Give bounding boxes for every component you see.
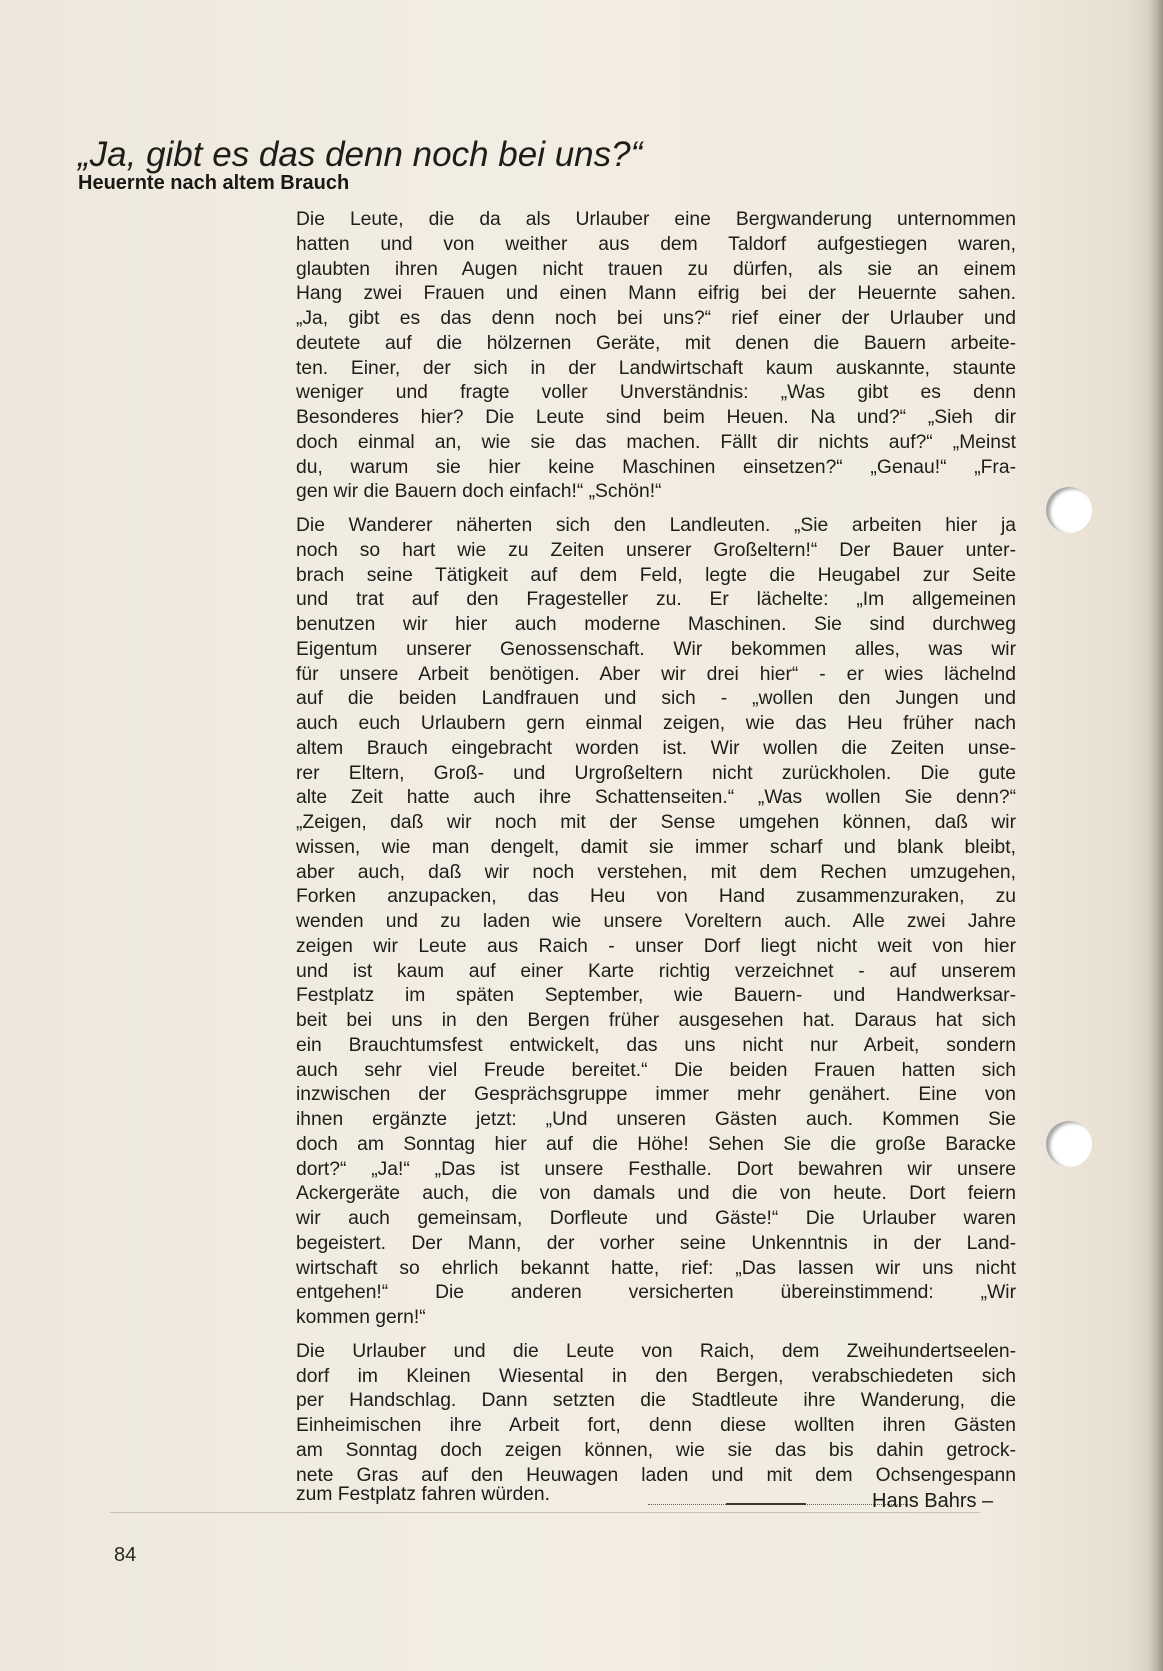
text-line: ein Brauchtumsfest entwickelt, das uns nicht nur Arbeit, sondern [296, 1034, 1016, 1056]
text-line: rer Eltern, Groß- und Urgroßeltern nicht zurückholen. Die gute [296, 762, 1016, 784]
text-line: noch so hart wie zu Zeiten unserer Großeltern!“ Der Bauer unter- [296, 539, 1016, 561]
text-line: Eigentum unserer Genossenschaft. Wir bekommen alles, was wir [296, 638, 1016, 660]
text-line: auf die beiden Landfrauen und sich - „wollen den Jungen und [296, 688, 1016, 710]
text-line: Ackergeräte auch, die von damals und die von heute. Dort feiern [296, 1183, 1016, 1205]
text-line: Die Wanderer näherten sich den Landleuten. „Sie arbeiten hier ja [296, 515, 1016, 536]
paragraph [296, 1340, 1016, 1489]
text-line: Einheimischen ihre Arbeit fort, denn diese wollten ihren Gästen [296, 1415, 1016, 1436]
text-line: per Handschlag. Dann setzten die Stadtleute ihre Wanderung, die [296, 1390, 1016, 1412]
text-line: gen wir die Bauern doch einfach!“ „Schön!“ [296, 481, 662, 503]
text-line: alte Zeit hatte auch ihre Schattenseiten.“ „Was wollen Sie denn?“ [296, 787, 1016, 809]
footer-rule [110, 1512, 980, 1513]
text-line: aber auch, daß wir noch verstehen, mit dem Rechen umzugehen, [296, 861, 1016, 883]
text-line: Hang zwei Frauen und einen Mann eifrig bei der Heuernte sahen. [296, 283, 1016, 305]
text-line: Die Leute, die da als Urlauber eine Bergwanderung unternommen [296, 209, 1016, 230]
text-line: du, warum sie hier keine Maschinen einsetzen?“ „Genau!“ „Fra- [296, 456, 1016, 478]
page-number: 84 [114, 1544, 137, 1566]
text-line: brach seine Tätigkeit auf dem Feld, legte die Heugabel zur Seite [296, 564, 1016, 586]
article-title: „Ja, gibt es das denn noch bei uns?“ [78, 135, 643, 175]
text-line: dort?“ „Ja!“ „Das ist unsere Festhalle. Dort bewahren wir unsere [296, 1158, 1016, 1180]
closing-line [296, 1484, 1026, 1514]
author-name: Hans Bahrs – [872, 1490, 994, 1512]
paragraph [296, 208, 1016, 505]
text-line: Forken anzupacken, das Heu von Hand zusammenzuraken, zu [296, 886, 1016, 908]
text-line: wenden und zu laden wie unsere Voreltern auch. Alle zwei Jahre [296, 911, 1016, 932]
text-line: am Sonntag doch zeigen können, wie sie das bis dahin getrock- [296, 1439, 1016, 1461]
paragraph [296, 514, 1016, 1331]
page-edge [1149, 0, 1163, 1671]
text-line: altem Brauch eingebracht worden ist. Wir wollen die Zeiten unse- [296, 737, 1016, 759]
article-body [296, 208, 1016, 1488]
text-line: „Ja, gibt es das denn noch bei uns?“ rief einer der Urlauber und [296, 308, 1016, 329]
text-line: begeistert. Der Mann, der vorher seine Unkenntnis in der Land- [296, 1232, 1016, 1254]
article-subtitle: Heuernte nach altem Brauch [78, 172, 350, 194]
text-line: auch euch Urlaubern gern einmal zeigen, wie das Heu früher nach [296, 713, 1016, 734]
signature-rule [726, 1503, 806, 1505]
text-line: inzwischen der Gesprächsgruppe immer mehr genähert. Eine von [296, 1084, 1016, 1106]
text-line: und ist kaum auf einer Karte richtig verzeichnet - auf unserem [296, 960, 1016, 982]
text-line: Die Urlauber und die Leute von Raich, dem Zweihundertseelen- [296, 1340, 1016, 1362]
text-line: zeigen wir Leute aus Raich - unser Dorf liegt nicht weit von hier [296, 935, 1016, 957]
text-line: doch einmal an, wie sie das machen. Fällt dir nichts auf?“ „Meinst [296, 431, 1016, 453]
text-line: kommen gern!“ [296, 1307, 426, 1328]
text-line: für unsere Arbeit benötigen. Aber wir drei hier“ - er wies lächelnd [296, 663, 1016, 685]
text-line: auch sehr viel Freude bereitet.“ Die beiden Frauen hatten sich [296, 1059, 1016, 1081]
text-line: dorf im Kleinen Wiesental in den Bergen, verabschiedeten sich [296, 1365, 1016, 1387]
text-line: wirtschaft so ehrlich bekannt hatte, rief: „Das lassen wir uns nicht [296, 1257, 1016, 1279]
text-line: benutzen wir hier auch moderne Maschinen. Sie sind durchweg [296, 614, 1016, 635]
text-line: beit bei uns in den Bergen früher ausgesehen hat. Daraus hat sich [296, 1010, 1016, 1031]
text-line: nete Gras auf den Heuwagen laden und mit dem Ochsengespann [296, 1464, 1016, 1486]
text-line: und trat auf den Fragesteller zu. Er lächelte: „Im allgemeinen [296, 589, 1016, 611]
text-line: „Zeigen, daß wir noch mit der Sense umgehen können, daß wir [296, 812, 1016, 833]
text-line: wissen, wie man dengelt, damit sie immer scharf und blank bleibt, [296, 836, 1016, 858]
text-line: doch am Sonntag hier auf die Höhe! Sehen Sie die große Baracke [296, 1133, 1016, 1155]
text-line: deutete auf die hölzernen Geräte, mit denen die Bauern arbeite- [296, 332, 1016, 354]
text-line: weniger und fragte voller Unverständnis: „Was gibt es denn [296, 382, 1016, 404]
text-line: Festplatz im späten September, wie Bauern- und Handwerksar- [296, 985, 1016, 1007]
text-line: Besonderes hier? Die Leute sind beim Heuen. Na und?“ „Sieh dir [296, 407, 1016, 428]
closing-text: zum Festplatz fahren würden. [296, 1484, 550, 1505]
text-line: glaubten ihren Augen nicht trauen zu dürfen, als sie an einem [296, 258, 1016, 280]
text-line: ihnen ergänzte jetzt: „Und unseren Gästen auch. Kommen Sie [296, 1109, 1016, 1130]
text-line: wir auch gemeinsam, Dorfleute und Gäste!“ Die Urlauber waren [296, 1208, 1016, 1229]
punch-hole-top [1046, 487, 1092, 533]
punch-hole-bottom [1046, 1121, 1092, 1167]
text-line: ten. Einer, der sich in der Landwirtschaft kaum auskannte, staunte [296, 357, 1016, 379]
text-line: hatten und von weither aus dem Taldorf aufgestiegen waren, [296, 233, 1016, 255]
text-line: entgehen!“ Die anderen versicherten übereinstimmend: „Wir [296, 1282, 1016, 1304]
